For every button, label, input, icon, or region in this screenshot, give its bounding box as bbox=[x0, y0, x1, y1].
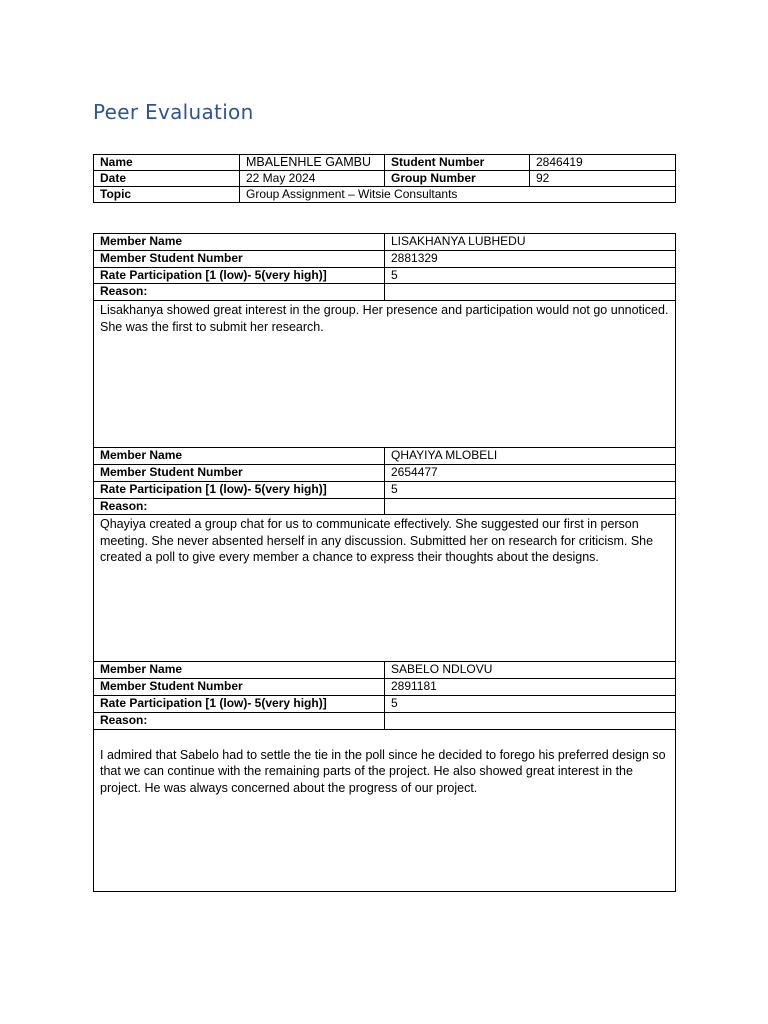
member-name-label: Member Name bbox=[94, 662, 385, 679]
table-row bbox=[94, 171, 676, 187]
name-value: MBALENHLE GAMBU bbox=[240, 155, 385, 171]
table-row bbox=[94, 498, 676, 515]
reason-empty-cell bbox=[385, 712, 676, 729]
table-row bbox=[94, 448, 676, 465]
table-row bbox=[94, 695, 676, 712]
member-student-number-label: Member Student Number bbox=[94, 464, 385, 481]
member-student-number-label: Member Student Number bbox=[94, 679, 385, 696]
reason-empty-cell bbox=[385, 498, 676, 515]
member-name-value: LISAKHANYA LUBHEDU bbox=[385, 234, 676, 251]
reason-label: Reason: bbox=[94, 284, 385, 301]
member-student-number-value: 2654477 bbox=[385, 464, 676, 481]
table-row bbox=[94, 155, 676, 171]
reason-text: Lisakhanya showed great interest in the group. Her presence and participation would not go unnoticed. She was the first to submit her research. bbox=[94, 301, 676, 448]
table-row bbox=[94, 481, 676, 498]
student-info-table bbox=[93, 154, 676, 203]
table-row bbox=[94, 515, 676, 662]
rating-value: 5 bbox=[385, 695, 676, 712]
member-evaluation-table bbox=[93, 233, 676, 892]
member-student-number-value: 2881329 bbox=[385, 250, 676, 267]
table-row bbox=[94, 187, 676, 203]
reason-text: Qhayiya created a group chat for us to communicate effectively. She suggested our first in person meeting. She never absented herself in any discussion. Submitted her on research for criticism. She created a poll to give every member a chance to express their thoughts about the designs. bbox=[94, 515, 676, 662]
student-number-value: 2846419 bbox=[530, 155, 676, 171]
topic-value: Group Assignment – Witsie Consultants bbox=[240, 187, 676, 203]
group-number-value: 92 bbox=[530, 171, 676, 187]
table-row bbox=[94, 284, 676, 301]
table-row bbox=[94, 679, 676, 696]
member-student-number-label: Member Student Number bbox=[94, 250, 385, 267]
rate-participation-label: Rate Participation [1 (low)- 5(very high)] bbox=[94, 481, 385, 498]
reason-label: Reason: bbox=[94, 498, 385, 515]
table-row bbox=[94, 250, 676, 267]
member-name-label: Member Name bbox=[94, 448, 385, 465]
member-name-value: QHAYIYA MLOBELI bbox=[385, 448, 676, 465]
date-label: Date bbox=[94, 171, 240, 187]
table-row bbox=[94, 267, 676, 284]
name-label: Name bbox=[94, 155, 240, 171]
table-row bbox=[94, 301, 676, 448]
group-number-label: Group Number bbox=[385, 171, 530, 187]
date-value: 22 May 2024 bbox=[240, 171, 385, 187]
reason-cell bbox=[94, 729, 676, 891]
table-row bbox=[94, 662, 676, 679]
reason-label: Reason: bbox=[94, 712, 385, 729]
member-name-label: Member Name bbox=[94, 234, 385, 251]
table-row bbox=[94, 234, 676, 251]
table-row bbox=[94, 464, 676, 481]
rate-participation-label: Rate Participation [1 (low)- 5(very high)] bbox=[94, 267, 385, 284]
reason-spacer bbox=[100, 731, 669, 747]
member-student-number-value: 2891181 bbox=[385, 679, 676, 696]
reason-empty-cell bbox=[385, 284, 676, 301]
rate-participation-label: Rate Participation [1 (low)- 5(very high)] bbox=[94, 695, 385, 712]
member-name-value: SABELO NDLOVU bbox=[385, 662, 676, 679]
student-number-label: Student Number bbox=[385, 155, 530, 171]
rating-value: 5 bbox=[385, 267, 676, 284]
topic-label: Topic bbox=[94, 187, 240, 203]
table-row bbox=[94, 712, 676, 729]
rating-value: 5 bbox=[385, 481, 676, 498]
table-row bbox=[94, 729, 676, 891]
page-title: Peer Evaluation bbox=[93, 100, 254, 124]
reason-text: I admired that Sabelo had to settle the tie in the poll since he decided to forego his preferred design so that we can continue with the remaining parts of the project. He also showed great interest in the project. He was always concerned about the progress of our project. bbox=[100, 747, 666, 795]
